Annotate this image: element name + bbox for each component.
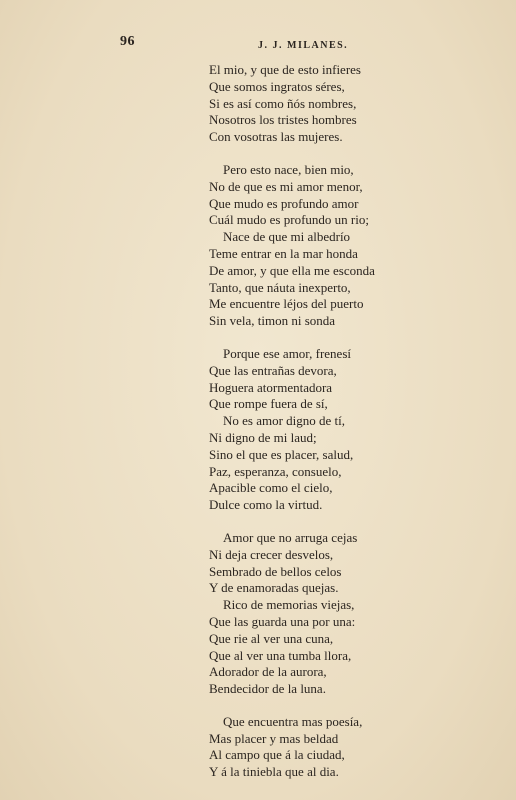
poem-line: Mas placer y mas beldad <box>209 730 339 746</box>
poem-line: El mio, y que de esto infieres <box>209 62 361 77</box>
poem-line: Bendecidor de la luna. <box>209 681 326 697</box>
poem-line: Ni deja crecer desvelos, <box>209 546 334 562</box>
poem-line: Que las entrañas devora, <box>209 362 337 378</box>
poem-line: Ni digno de mi laud; <box>209 429 317 445</box>
stanza-5 <box>209 714 499 781</box>
stanza-2 <box>209 162 499 330</box>
poem-line: Si es así como ñós nombres, <box>209 95 357 111</box>
poem-line: Que rie al ver una cuna, <box>209 630 334 646</box>
poem-line: Que mudo es profundo amor <box>209 195 359 211</box>
poem-line: Tanto, que náuta inexperto, <box>209 279 351 295</box>
poem-line: Sembrado de bellos celos <box>209 563 342 579</box>
poem-line: Nace de que mi albedrío <box>223 229 351 245</box>
poem-line: Amor que no arruga cejas <box>223 529 358 545</box>
poem-line: Con vosotras las mujeres. <box>209 129 343 145</box>
poem-line: Que somos ingratos séres, <box>209 78 345 94</box>
poem-line: No es amor digno de tí, <box>223 413 346 429</box>
poem-line: Cuál mudo es profundo un rio; <box>209 212 369 228</box>
stanza-3 <box>209 346 499 514</box>
poem-line: Que rompe fuera de sí, <box>209 396 328 412</box>
poem-line: Sino el que es placer, salud, <box>209 446 354 462</box>
poem-line: De amor, y que ella me esconda <box>209 262 375 278</box>
poem-line: Y á la tiniebla que al dia. <box>209 764 339 780</box>
poem-line: Que las guarda una por una: <box>209 613 356 629</box>
poem-line: Que encuentra mas poesía, <box>223 713 363 729</box>
stanza-4 <box>209 530 499 698</box>
poem-line: No de que es mi amor menor, <box>209 178 363 194</box>
poem-line: Teme entrar en la mar honda <box>209 245 358 261</box>
stanza-1 <box>209 62 499 146</box>
poem-body <box>209 62 499 797</box>
poem-line: Y de enamoradas quejas. <box>209 580 339 596</box>
poem-line: Nosotros los tristes hombres <box>209 112 357 128</box>
poem-line: Apacible como el cielo, <box>209 480 333 496</box>
page-number: 96 <box>120 34 135 49</box>
poem-line: Hoguera atormentadora <box>209 379 333 395</box>
poem-line: Me encuentre léjos del puerto <box>209 296 364 312</box>
running-head: J. J. MILANES. <box>258 40 349 51</box>
poem-line: Paz, esperanza, consuelo, <box>209 463 342 479</box>
poem-line: Rico de memorias viejas, <box>223 597 355 613</box>
poem-line: Que al ver una tumba llora, <box>209 647 352 663</box>
poem-line: Pero esto nace, bien mio, <box>223 161 354 177</box>
poem-line: Porque ese amor, frenesí <box>223 345 351 361</box>
poem-line: Dulce como la virtud. <box>209 497 323 513</box>
poem-line: Al campo que á la ciudad, <box>209 747 345 763</box>
poem-line: Sin vela, timon ni sonda <box>209 313 336 329</box>
poem-line: Adorador de la aurora, <box>209 664 327 680</box>
